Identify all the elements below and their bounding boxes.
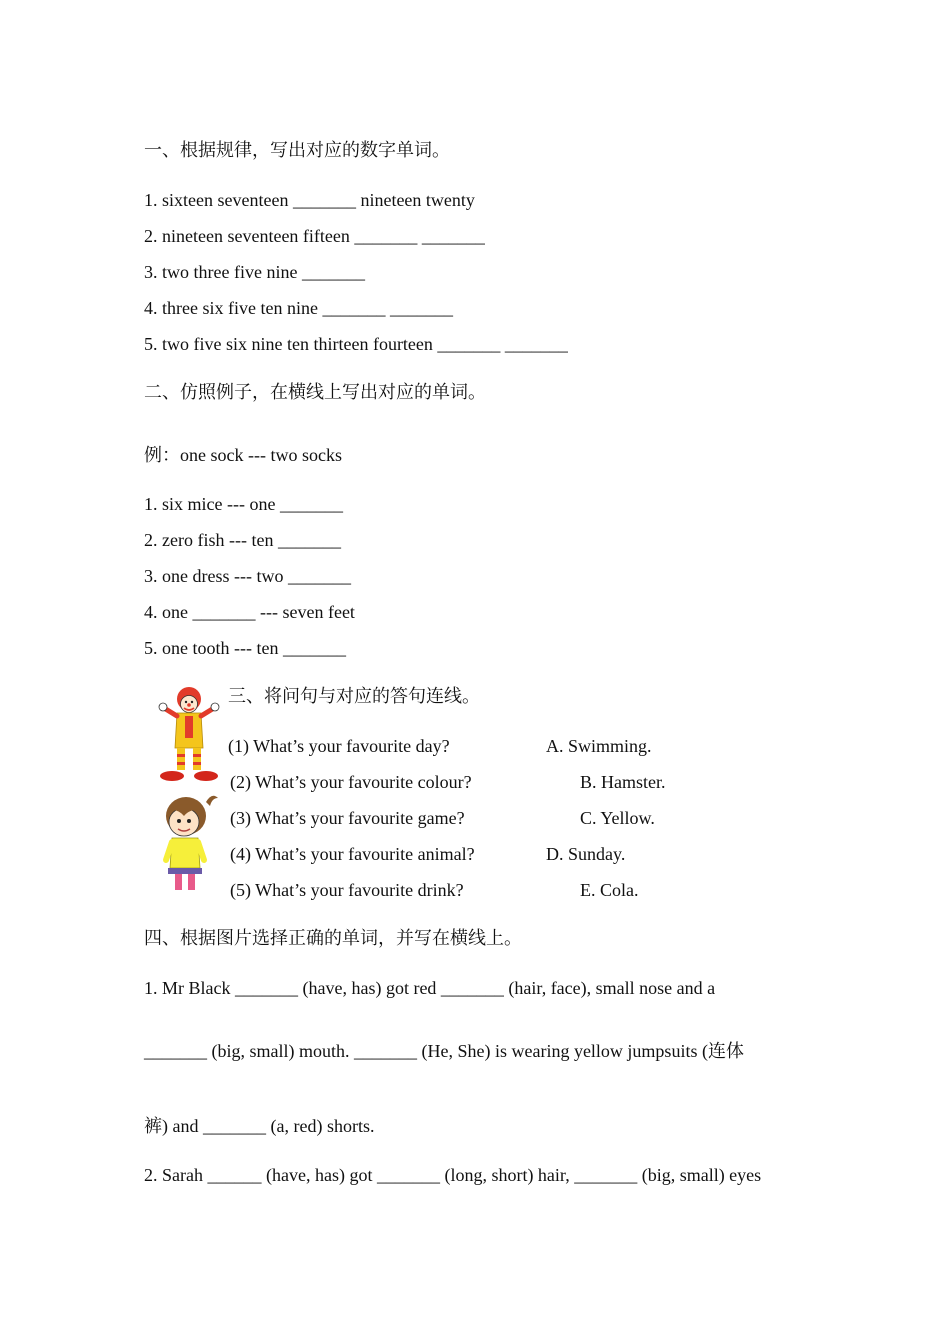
section3-question-1: (1) What’s your favourite day? bbox=[228, 736, 450, 756]
section2-item-5: 5. one tooth --- ten _______ bbox=[144, 638, 346, 658]
girl-illustration bbox=[160, 792, 224, 892]
clown-shoe-left bbox=[160, 771, 184, 781]
section3-question-3: (3) What’s your favourite game? bbox=[230, 808, 465, 828]
section2-item-1: 1. six mice --- one _______ bbox=[144, 494, 343, 514]
section2-item-3: 3. one dress --- two _______ bbox=[144, 566, 351, 586]
section3-question-2: (2) What’s your favourite colour? bbox=[230, 772, 472, 792]
section3-answer-e: E. Cola. bbox=[580, 880, 639, 900]
clown-shoe-right bbox=[194, 771, 218, 781]
section1-item-4: 4. three six five ten nine _______ _______ bbox=[144, 298, 453, 318]
clown-illustration bbox=[156, 686, 222, 784]
section2-example: 例：one sock --- two socks bbox=[144, 445, 342, 465]
section3-heading: 三、将问句与对应的答句连线。 bbox=[228, 686, 480, 707]
section3-answer-b: B. Hamster. bbox=[580, 772, 666, 792]
section4-heading: 四、根据图片选择正确的单词，并写在横线上。 bbox=[144, 928, 522, 949]
section4-item2-line1: 2. Sarah ______ (have, has) got _______ (long, short) hair, _______ (big, small) eyes bbox=[144, 1165, 762, 1185]
section1-item-2: 2. nineteen seventeen fifteen _______ _______ bbox=[144, 226, 485, 246]
girl-leg-right bbox=[188, 874, 195, 890]
section1-item-3: 3. two three five nine _______ bbox=[144, 262, 365, 282]
section4-item1-line3: 裤) and _______ (a, red) shorts. bbox=[144, 1116, 375, 1136]
section3-answer-d: D. Sunday. bbox=[546, 844, 626, 864]
section1-item-1: 1. sixteen seventeen _______ nineteen twenty bbox=[144, 190, 475, 210]
section3-question-4: (4) What’s your favourite animal? bbox=[230, 844, 475, 864]
section3-answer-c: C. Yellow. bbox=[580, 808, 655, 828]
section3-answer-a: A. Swimming. bbox=[546, 736, 652, 756]
section4-item1-line1: 1. Mr Black _______ (have, has) got red _______ (hair, face), small nose and a bbox=[144, 978, 716, 998]
section4-item1-line2: _______ (big, small) mouth. _______ (He, She) is wearing yellow jumpsuits (连体 bbox=[144, 1041, 744, 1061]
girl-leg-left bbox=[175, 874, 182, 890]
section2-item-2: 2. zero fish --- ten _______ bbox=[144, 530, 341, 550]
section1-item-5: 5. two five six nine ten thirteen fourteen _______ _______ bbox=[144, 334, 568, 354]
section2-heading: 二、仿照例子，在横线上写出对应的单词。 bbox=[144, 382, 486, 403]
section3-question-5: (5) What’s your favourite drink? bbox=[230, 880, 464, 900]
section2-item-4: 4. one _______ --- seven feet bbox=[144, 602, 355, 622]
section1-heading: 一、根据规律，写出对应的数字单词。 bbox=[144, 140, 450, 161]
